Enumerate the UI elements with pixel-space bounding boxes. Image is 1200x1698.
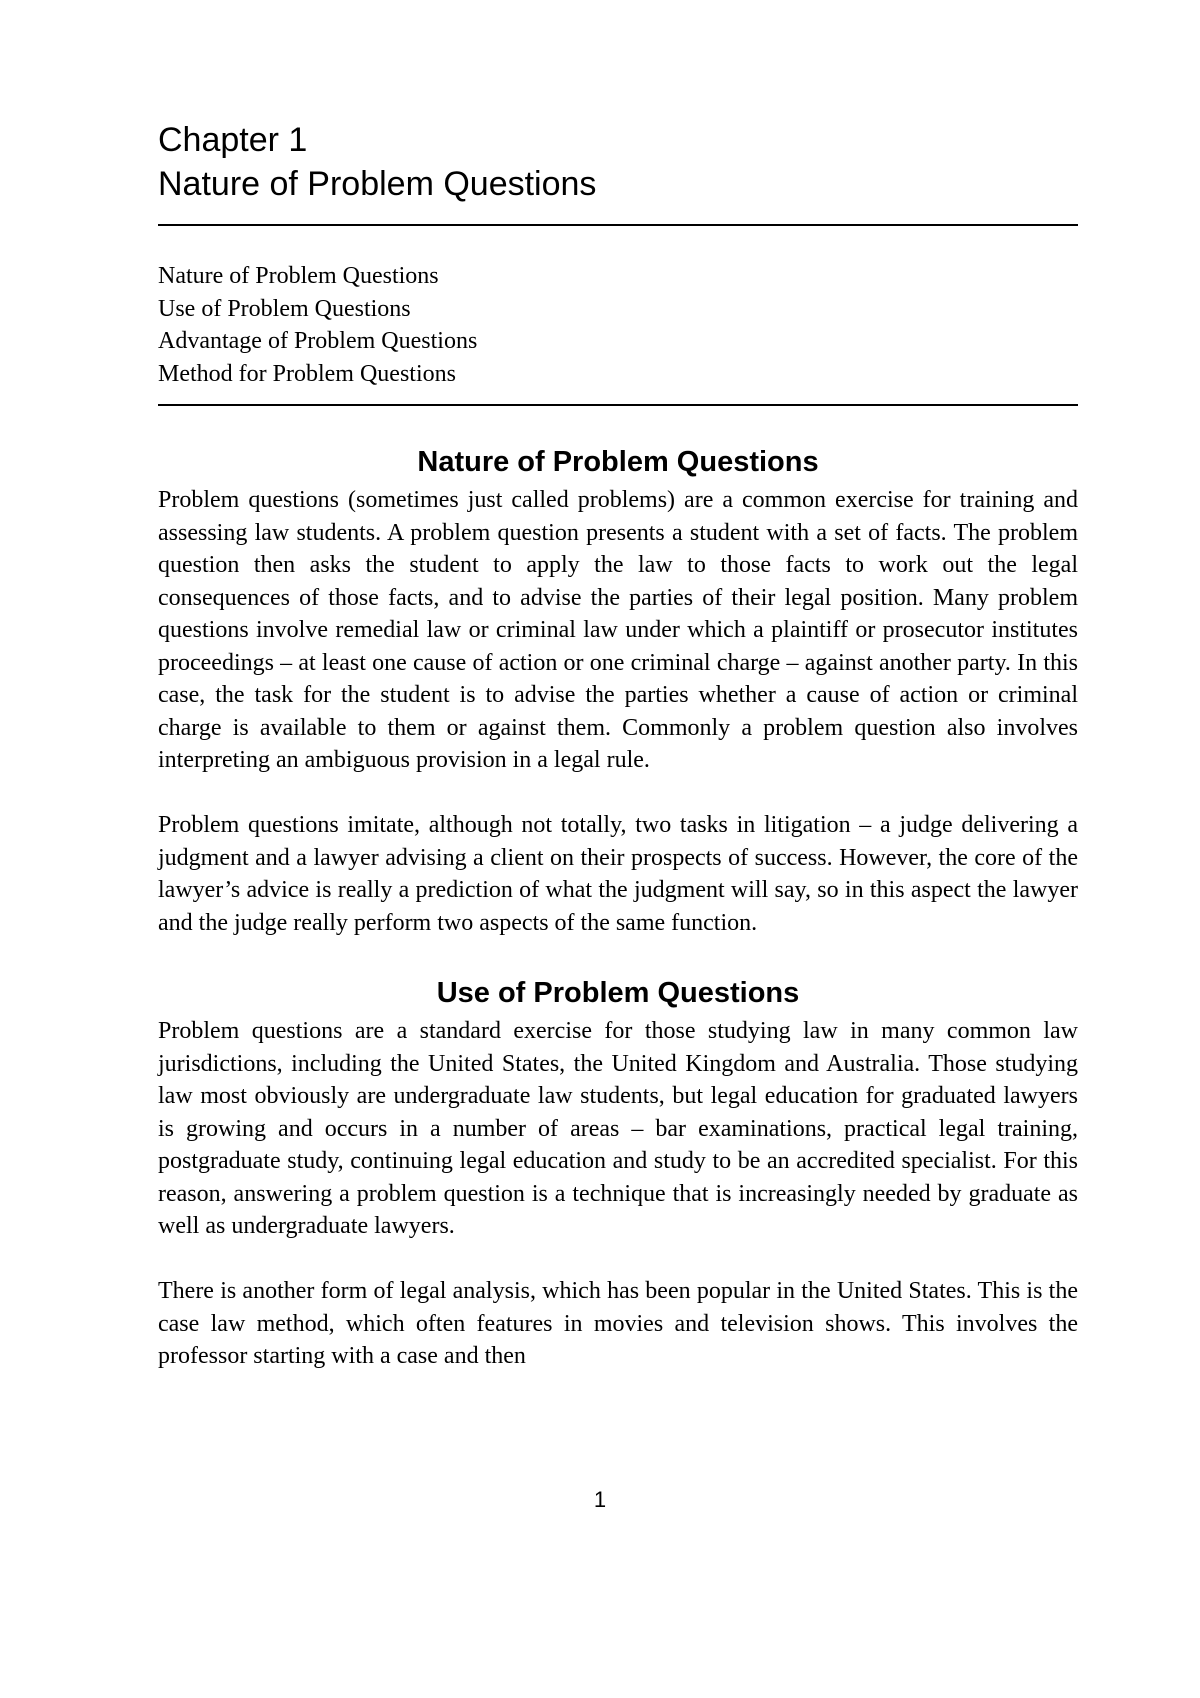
chapter-contents-list — [158, 260, 1078, 390]
chapter-label: Chapter 1 — [158, 121, 308, 159]
section-heading: Use of Problem Questions — [436, 977, 800, 1009]
section-nature — [158, 442, 1078, 939]
chapter-title: Nature of Problem Questions — [158, 165, 597, 203]
section-use — [158, 973, 1078, 1373]
top-rule — [158, 224, 1078, 226]
contents-item: Nature of Problem Questions — [158, 263, 439, 289]
contents-item: Advantage of Problem Questions — [158, 328, 478, 354]
chapter-heading — [158, 118, 1078, 206]
body-paragraph: There is another form of legal analysis, which has been popular in the United States. This is the case law method, which often features in movies and television shows. This involves the professor starting with a case and then — [158, 1278, 1078, 1369]
section-heading: Nature of Problem Questions — [417, 446, 819, 478]
body-paragraph: Problem questions (sometimes just called problems) are a common exercise for training and assessing law students. A problem question presents a student with a set of facts. The problem question then asks the student to apply the law to those facts to work out the legal consequences of those facts, and to advise the parties of their legal position. Many problem questions involve remedial law or criminal law under which a plaintiff or prosecutor institutes proceedings – at least one cause of action or one criminal charge – against another party. In this case, the task for the student is to advise the parties whether a cause of action or criminal charge is available to them or against them. Commonly a problem question also involves interpreting an ambiguous provision in a legal rule. — [158, 487, 1078, 773]
page-number: 1 — [593, 1487, 607, 1512]
bottom-rule — [158, 404, 1078, 406]
contents-item: Method for Problem Questions — [158, 360, 456, 387]
contents-item: Use of Problem Questions — [158, 295, 411, 322]
body-paragraph: Problem questions imitate, although not totally, two tasks in litigation – a judge delivering a judgment and a lawyer advising a client on their prospects of success. However, the core of the lawyer’s advice is really a prediction of what the judgment will say, so in this aspect the lawyer and the judge really perform two aspects of the same function. — [158, 812, 1078, 936]
document-page — [158, 118, 1078, 1373]
body-paragraph: Problem questions are a standard exercise for those studying law in many common law jurisdictions, including the United States, the United Kingdom and Australia. Those studying law most obviously are undergraduate law students, but legal education for graduated lawyers is growing and occurs in a number of areas – bar examinations, practical legal training, postgraduate study, continuing legal education and study to be an accredited specialist. For this reason, answering a problem question is a technique that is increasingly needed by graduate as well as undergraduate lawyers. — [158, 1018, 1078, 1239]
